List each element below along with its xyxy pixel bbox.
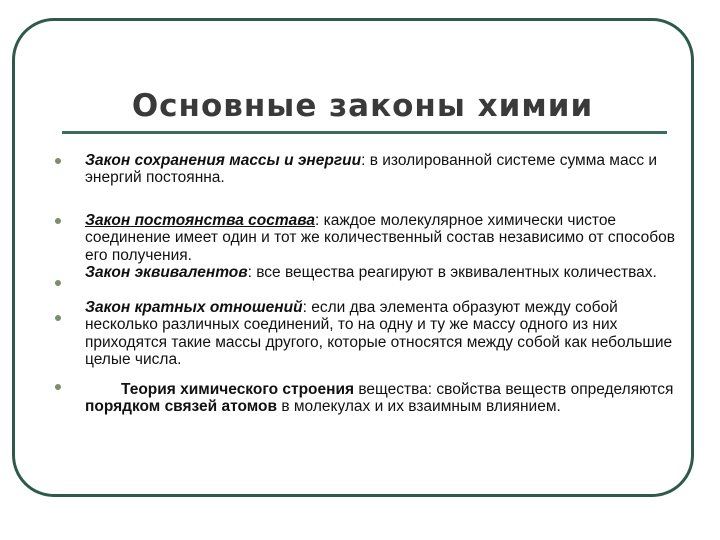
bullet-dot-2 [55,218,61,224]
bullet-dot-3 [55,280,61,286]
theory-bold-phrase: порядком связей атомов [85,398,278,416]
law-text: : в изолированной системе сумма масс и энергий постоянна. [85,152,658,187]
law-name: Закон сохранения массы и энергии [85,152,362,169]
bullet-dot-4 [55,315,61,321]
slide-title: Основные законы химии [131,88,594,124]
law-name: Закон эквивалентов [85,264,248,281]
bullet-dot-1 [55,158,61,164]
list-item-mass-energy [85,152,675,187]
law-text: : все вещества реагируют в эквивалентных количествах. [247,264,657,281]
list-item-equivalents [85,264,675,281]
theory-text-3: в молекулах и их взаимным влиянием. [277,398,561,416]
bullet-dot-5 [55,384,61,390]
law-text: : каждое молекулярное химически чистое соединение имеет один и тот же количественный состав независимо от способов его получения. [85,212,675,264]
list-item-multiple-proportions [85,299,675,369]
list-item-chemical-structure [85,381,675,416]
theory-name: Теория химического строения [121,381,355,398]
law-text: : если два элемента образуют между собой несколько различных соединений, то на одну и ту же массу одного из них приходятся такие массы другого, которые относятся между собой как небольшие целые числа. [85,299,673,369]
theory-text-1: вещества: свойства веществ определяются [354,381,674,398]
list-item-constant-composition [85,212,675,264]
law-name: Закон кратных отношений [85,299,303,316]
law-name: Закон постоянства состава [85,212,316,229]
